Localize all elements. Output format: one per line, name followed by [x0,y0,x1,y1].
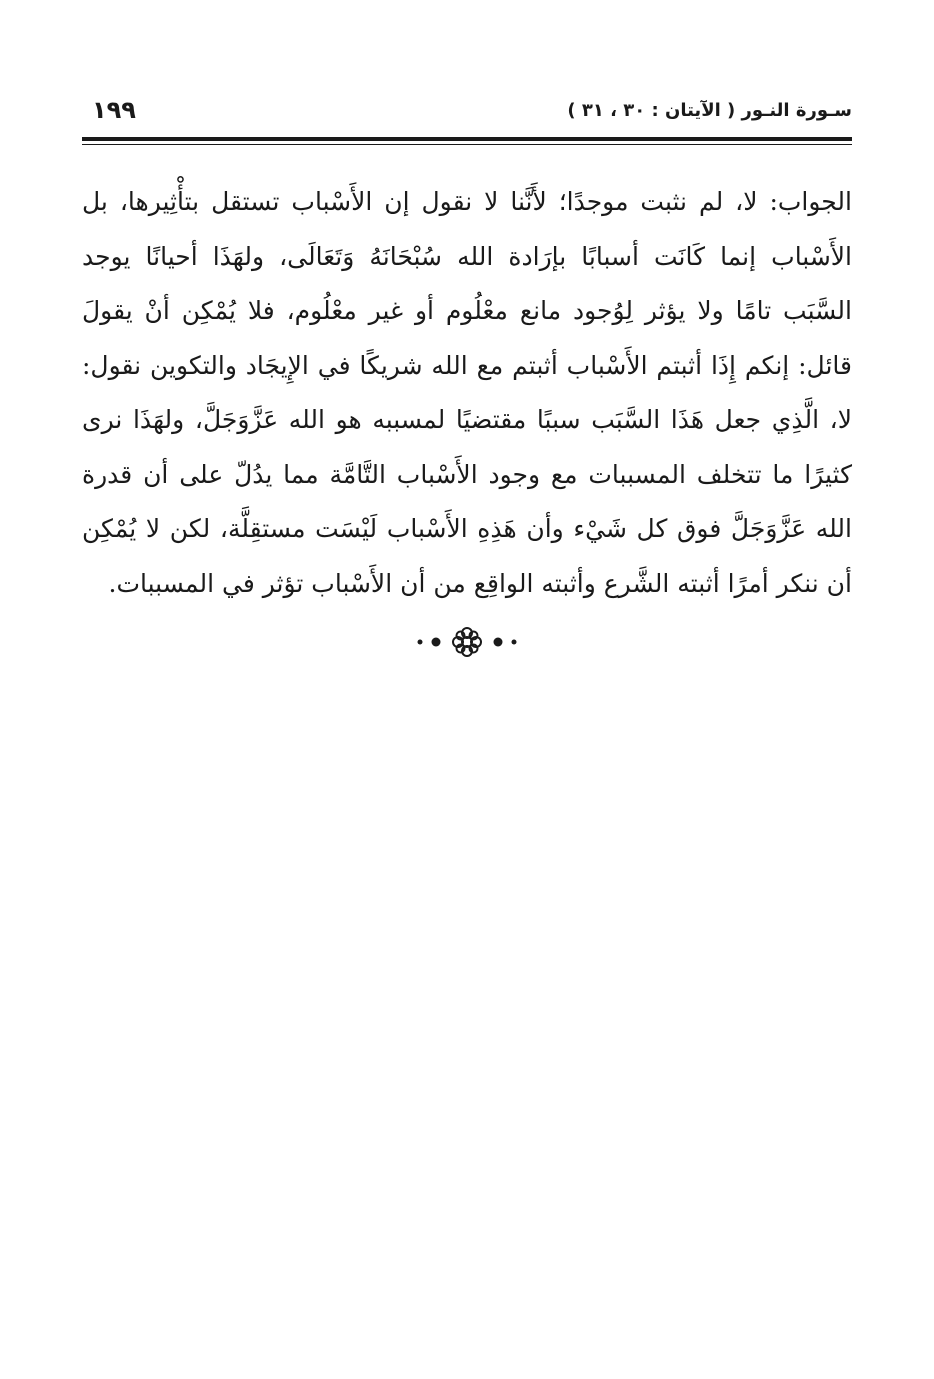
header-rule-thin [82,144,852,145]
header-rule-thick [82,137,852,141]
floral-divider-icon [412,622,522,662]
running-header-title: سـورة النـور ( الآيتان : ٣٠ ، ٣١ ) [567,100,852,121]
page-header [82,96,852,136]
page-number: ١٩٩ [92,96,136,124]
body-paragraph: الجواب: لا، لم نثبت موجدًا؛ لأَنَّنا لا نقول إن الأَسْباب تستقل بتأْثِيرها، بل الأَسْباب إنما كَانَت أسبابًا بإرَادة الله سُبْحَانَهُ وَتَعَالَى، ولهَذَا أحيانًا يوجد السَّبَب تامًا ولا يؤثر لِوُجود مانع معْلُوم أو غير معْلُوم، فلا يُمْكِن أنْ يقولَ قائل: إنكم إِذَا أثبتم الأَسْباب أثبتم مع الله شريكًا في الإِيجَاد والتكوين نقول: لا، الَّذِي جعل هَذَا السَّبَب سببًا مقتضيًا لمسببه هو الله عَزَّوَجَلَّ، ولهَذَا نرى كثيرًا ما تتخلف المسببات مع وجود الأَسْباب التَّامَّة مما يدُلّ على أن قدرة الله عَزَّوَجَلَّ فوق كل شَيْء وأن هَذِهِ الأَسْباب لَيْسَت مستقِلَّة، لكن لا يُمْكِن أن ننكر أمرًا أثبته الشَّرع وأثبته الواقِع من أن الأَسْباب تؤثر في المسببات. [82,187,852,598]
